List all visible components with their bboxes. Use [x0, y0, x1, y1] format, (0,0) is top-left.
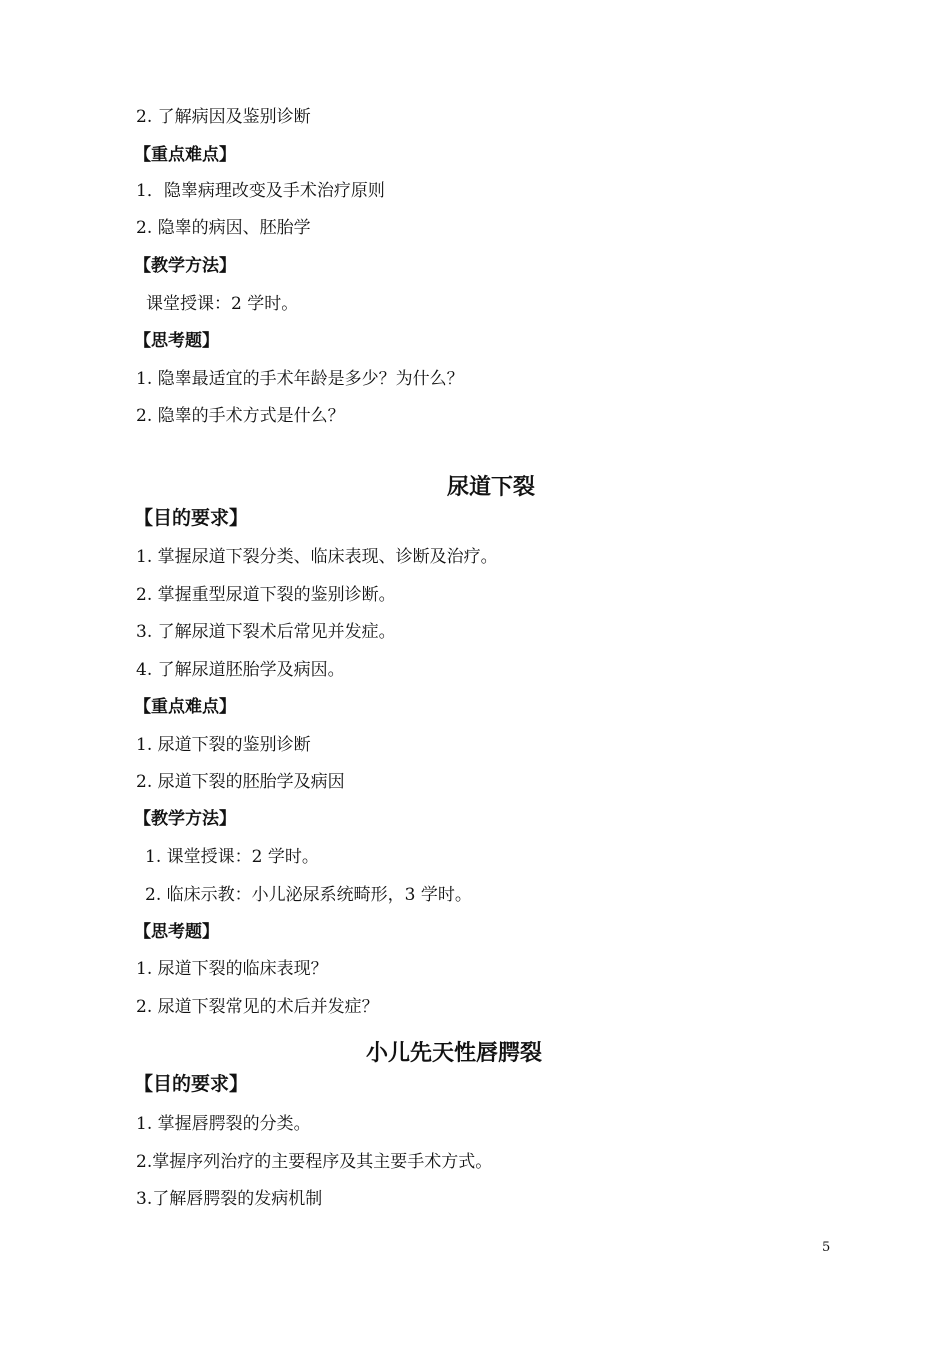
- question-item: 2. 隐睾的手术方式是什么？: [136, 406, 345, 426]
- objective-item: 3. 了解尿道下裂术后常见并发症。: [136, 622, 396, 642]
- objective-item: 2. 了解病因及鉴别诊断: [136, 107, 311, 127]
- section-title: 小儿先天性唇腭裂: [366, 1041, 543, 1066]
- key-point-item: 1．隐睾病理改变及手术治疗原则: [136, 181, 385, 201]
- method-item: 2. 临床示教：小儿泌尿系统畸形，3 学时。: [145, 885, 472, 905]
- method-heading: 【教学方法】: [134, 256, 236, 276]
- objective-item: 2. 掌握重型尿道下裂的鉴别诊断。: [136, 585, 396, 605]
- key-point-item: 1. 尿道下裂的鉴别诊断: [136, 735, 311, 755]
- key-points-heading: 【重点难点】: [134, 697, 236, 717]
- questions-heading: 【思考题】: [134, 331, 219, 351]
- page-number: 5: [822, 1240, 831, 1255]
- objectives-heading: 【目的要求】: [134, 507, 249, 529]
- method-item: 课堂授课：2 学时。: [146, 294, 299, 314]
- key-point-item: 2. 尿道下裂的胚胎学及病因: [136, 772, 345, 792]
- method-heading: 【教学方法】: [134, 809, 236, 829]
- question-item: 2. 尿道下裂常见的术后并发症？: [136, 997, 379, 1017]
- objectives-heading: 【目的要求】: [134, 1073, 249, 1095]
- objective-item: 2.掌握序列治疗的主要程序及其主要手术方式。: [136, 1152, 493, 1172]
- objective-item: 1. 掌握唇腭裂的分类。: [136, 1114, 311, 1134]
- questions-heading: 【思考题】: [134, 922, 219, 942]
- section-title: 尿道下裂: [447, 475, 536, 500]
- objective-item: 4. 了解尿道胚胎学及病因。: [136, 660, 345, 680]
- objective-item: 3.了解唇腭裂的发病机制: [136, 1189, 323, 1209]
- key-points-heading: 【重点难点】: [134, 145, 236, 165]
- question-item: 1. 尿道下裂的临床表现？: [136, 959, 328, 979]
- question-item: 1. 隐睾最适宜的手术年龄是多少？为什么？: [136, 369, 464, 389]
- objective-item: 1. 掌握尿道下裂分类、临床表现、诊断及治疗。: [136, 547, 498, 567]
- key-point-item: 2. 隐睾的病因、胚胎学: [136, 218, 311, 238]
- method-item: 1. 课堂授课：2 学时。: [145, 847, 319, 867]
